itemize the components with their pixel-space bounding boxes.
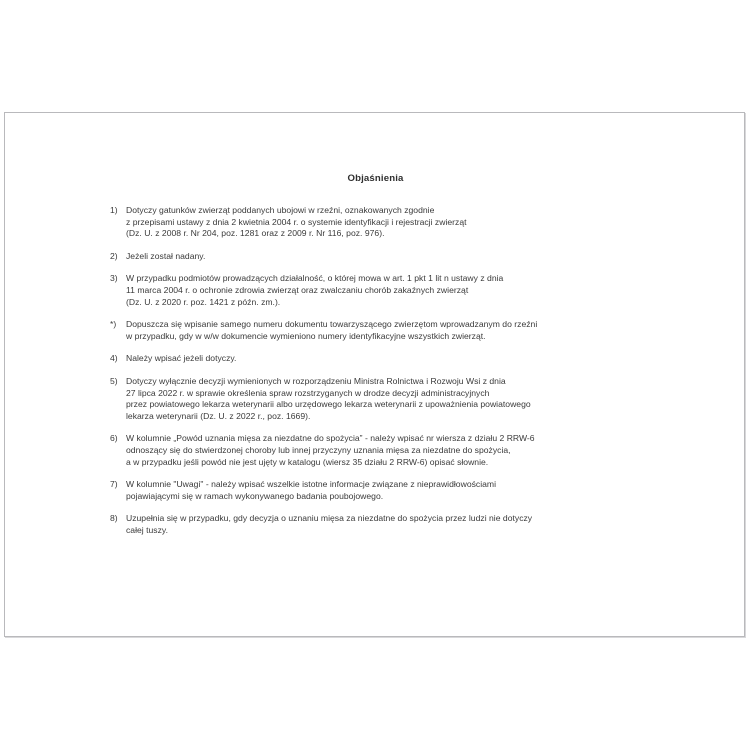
note-marker: 4) — [110, 353, 118, 364]
note-line: 27 lipca 2022 r. w sprawie określenia spraw rozstrzyganych w drodze decyzji administracyjnych — [126, 387, 490, 398]
note-line: (Dz. U. z 2008 r. Nr 204, poz. 1281 oraz z 2009 r. Nr 116, poz. 976). — [126, 228, 385, 239]
note-marker: 7) — [110, 479, 118, 490]
note-marker: 8) — [110, 513, 118, 524]
note-line: (Dz. U. z 2020 r. poz. 1421 z późn. zm.). — [126, 296, 281, 307]
page-title: Objaśnienia — [347, 173, 404, 184]
note-line: Jeżeli został nadany. — [126, 250, 206, 261]
note-line: odnoszący się do stwierdzonej choroby lub innej przyczyny uznania mięsa za niezdatne do spożycia, — [126, 444, 511, 455]
note-body — [126, 251, 640, 263]
note-body — [126, 513, 640, 536]
note-line: Uzupełnia się w przypadku, gdy decyzja o uznaniu mięsa za niezdatne do spożycia przez ludzi nie dotyczy — [126, 513, 533, 524]
note-line: a w przypadku jeśli powód nie jest ujęty w katalogu (wiersz 35 działu 2 RRW-6) opisać słownie. — [126, 456, 489, 467]
note-line: Dotyczy wyłącznie decyzji wymienionych w rozporządzeniu Ministra Rolnictwa i Rozwoju Wsi z dnia — [126, 375, 506, 386]
document-page — [4, 112, 745, 637]
explanation-note — [110, 205, 640, 240]
note-marker: 2) — [110, 250, 118, 261]
note-line: W kolumnie „Powód uznania mięsa za niezdatne do spożycia” - należy wpisać nr wiersza z działu 2 RRW-6 — [126, 433, 535, 444]
note-body — [126, 353, 640, 365]
explanation-note — [110, 353, 640, 365]
note-line: W kolumnie "Uwagi" - należy wpisać wszelkie istotne informacje związane z nieprawidłowościami — [126, 479, 497, 490]
note-line: Dotyczy gatunków zwierząt poddanych ubojowi w rzeźni, oznakowanych zgodnie — [126, 205, 435, 215]
explanation-note — [110, 433, 640, 468]
note-body — [126, 376, 640, 422]
note-body — [126, 479, 640, 502]
note-body — [126, 273, 640, 308]
note-marker: 6) — [110, 433, 118, 444]
note-line: Dopuszcza się wpisanie samego numeru dokumentu towarzyszącego zwierzętom wprowadzanym do rzeźni — [126, 319, 538, 330]
note-line: całej tuszy. — [126, 524, 168, 535]
explanation-note — [110, 319, 640, 342]
note-line: pojawiającymi się w ramach wykonywanego badania poubojowego. — [126, 490, 384, 501]
note-line: Należy wpisać jeżeli dotyczy. — [126, 353, 237, 364]
note-body — [126, 205, 640, 240]
note-body — [126, 433, 640, 468]
note-line: w przypadku, gdy w w/w dokumencie wymieniono numery identyfikacyjne wszystkich zwierząt. — [126, 330, 486, 341]
note-marker: 1) — [110, 205, 118, 215]
note-line: z przepisami ustawy z dnia 2 kwietnia 2004 r. o systemie identyfikacji i rejestracji zwierząt — [126, 216, 467, 227]
note-line: lekarza weterynarii (Dz. U. z 2022 r., poz. 1669). — [126, 410, 311, 421]
explanation-note — [110, 251, 640, 263]
note-marker: *) — [110, 319, 117, 330]
note-marker: 5) — [110, 375, 118, 386]
explanation-note — [110, 376, 640, 422]
explanation-note — [110, 513, 640, 536]
note-line: W przypadku podmiotów prowadzących działalność, o której mowa w art. 1 pkt 1 lit n ustawy z dnia — [126, 273, 504, 284]
note-body — [126, 319, 640, 342]
note-marker: 3) — [110, 273, 118, 284]
explanations-list — [110, 205, 640, 547]
note-line: przez powiatowego lekarza weterynarii albo urzędowego lekarza weterynarii z upoważnienia powiatowego — [126, 399, 531, 410]
note-line: 11 marca 2004 r. o ochronie zdrowia zwierząt oraz zwalczaniu chorób zakaźnych zwierząt — [126, 284, 469, 295]
explanation-note — [110, 273, 640, 308]
explanation-note — [110, 479, 640, 502]
